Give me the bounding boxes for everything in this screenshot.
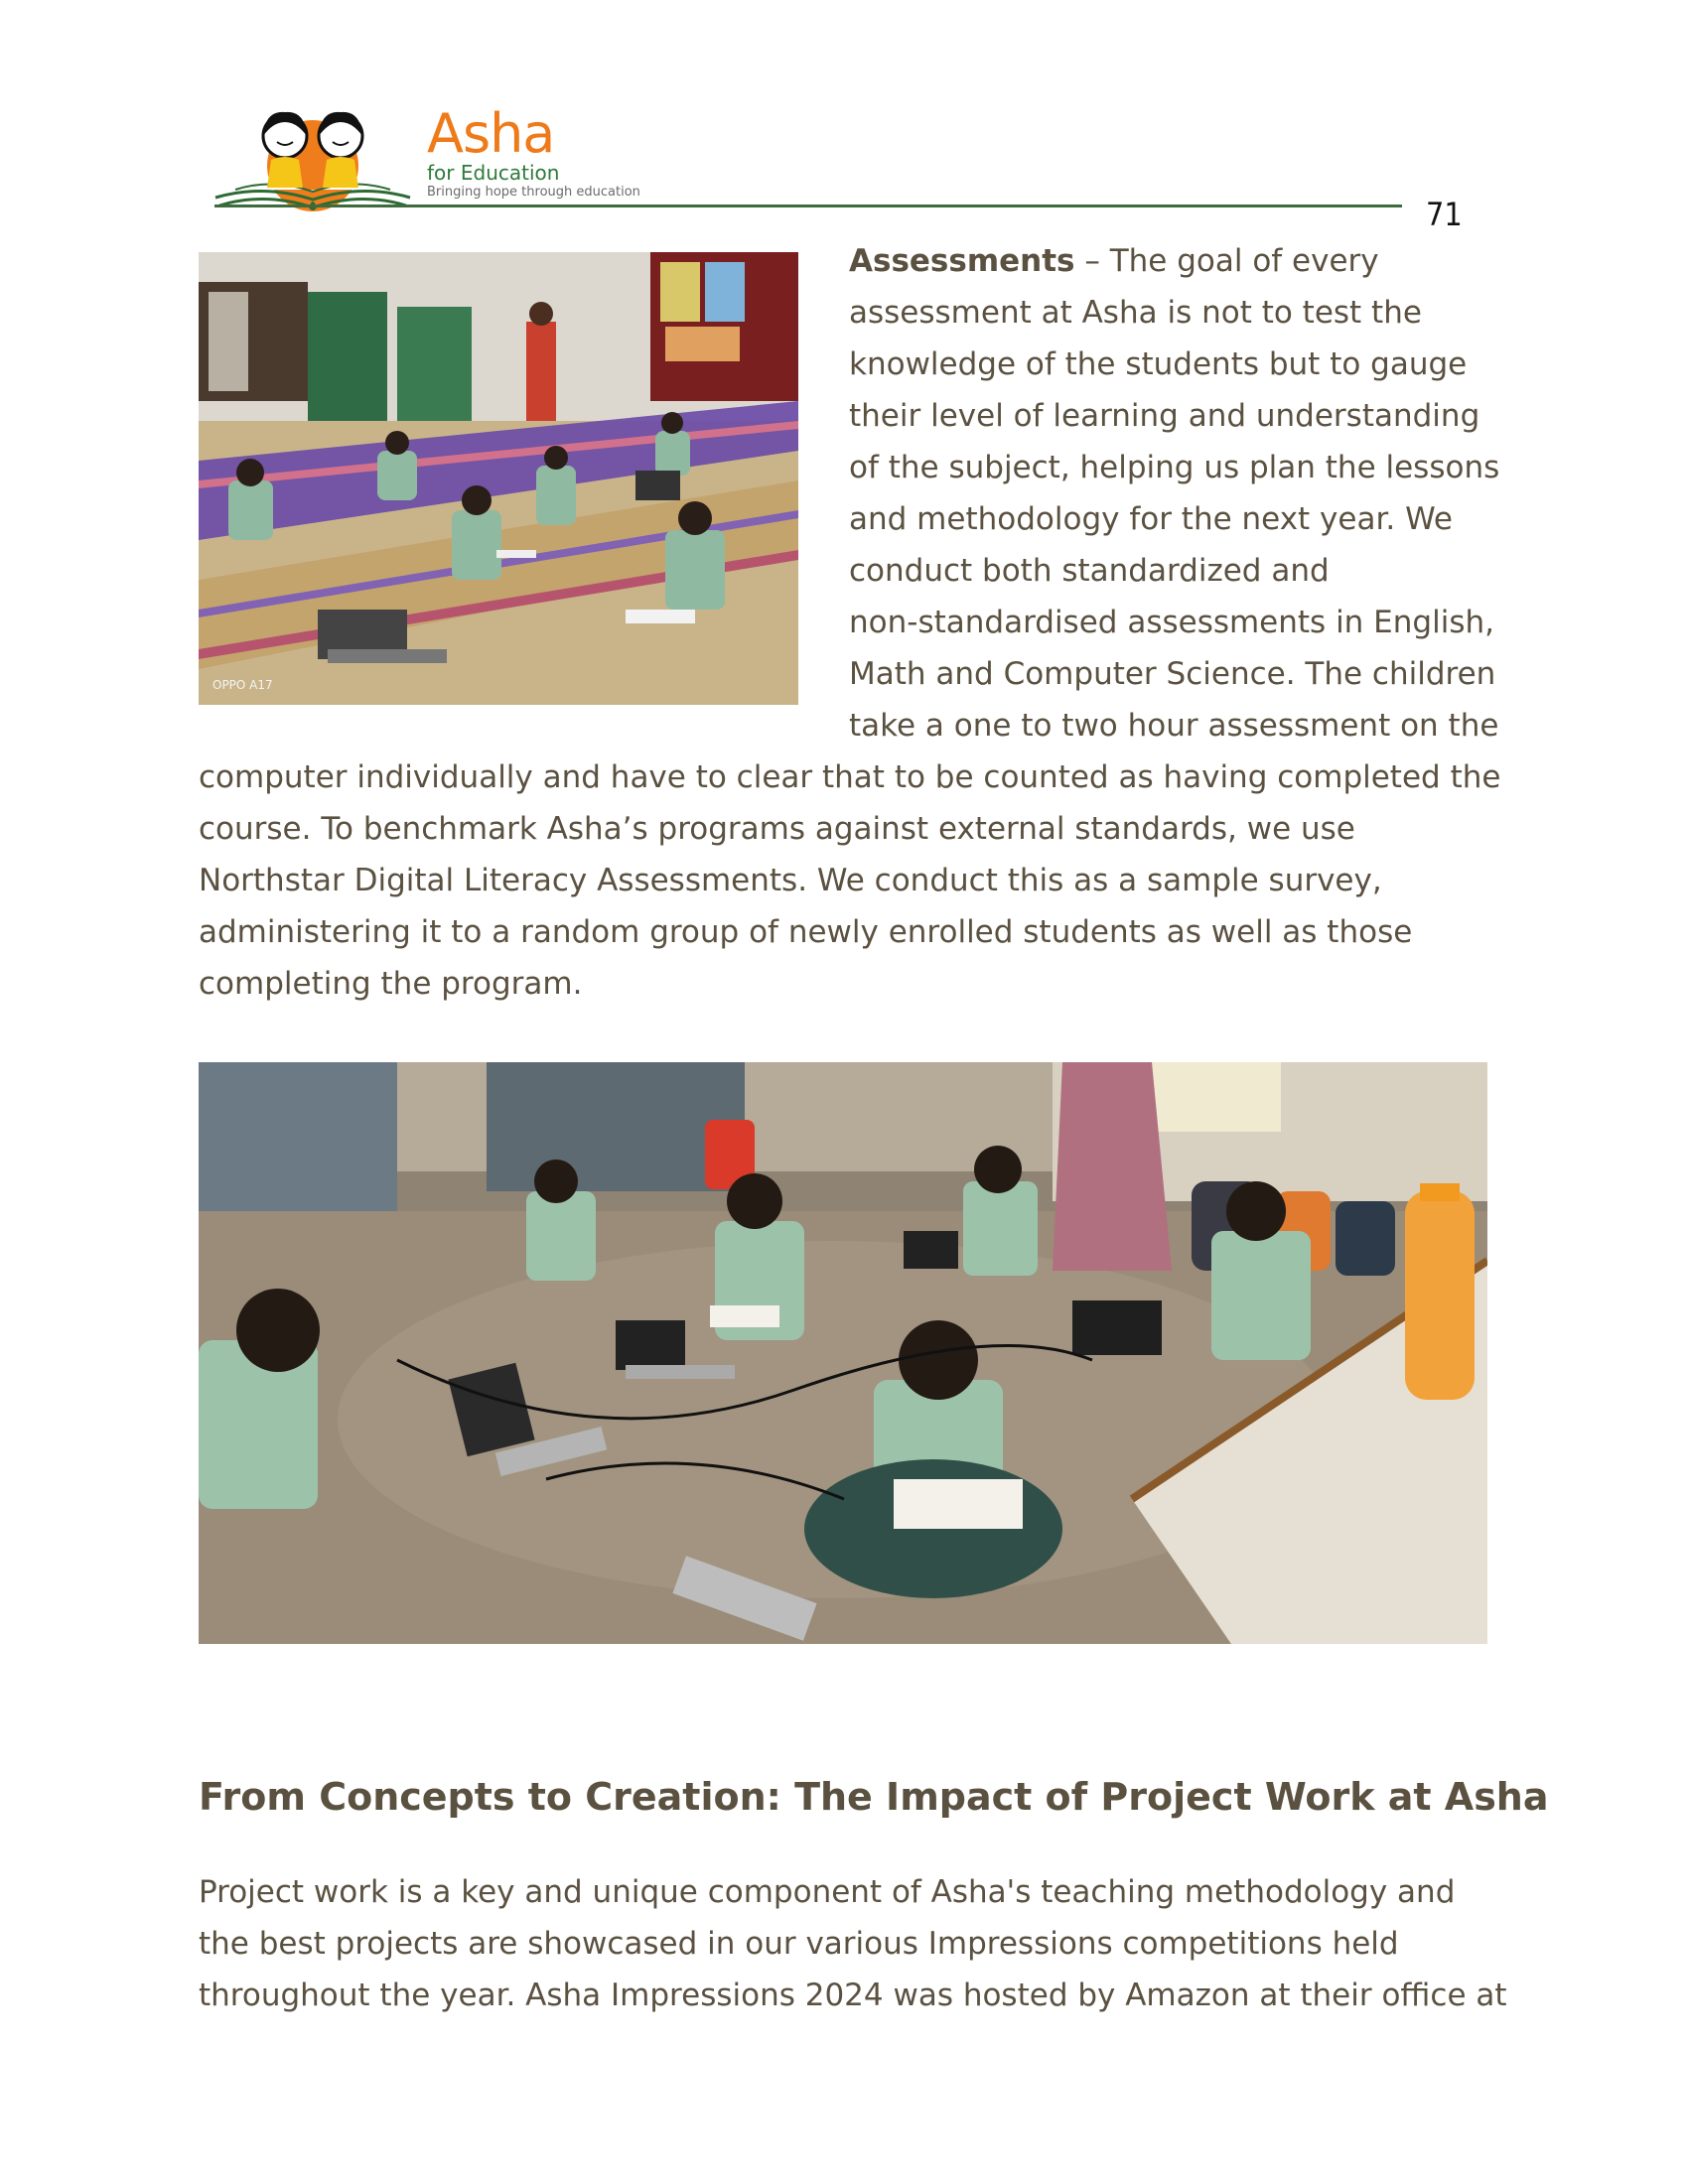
assessments-line: assessment at Asha is not to test the xyxy=(849,295,1422,331)
assessments-line: knowledge of the students but to gauge xyxy=(849,346,1468,382)
section-heading: From Concepts to Creation: The Impact of Project Work at Asha xyxy=(199,1775,1549,1819)
brand-tagline: Bringing hope through education xyxy=(427,185,640,200)
assessments-paragraph-right xyxy=(849,235,1499,751)
project-work-line: throughout the year. Asha Impressions 2024 was hosted by Amazon at their office at xyxy=(199,1978,1507,2013)
project-work-paragraph xyxy=(199,1866,1507,2021)
logo-emblem-icon xyxy=(213,96,412,215)
assessments-line: completing the program. xyxy=(199,966,583,1002)
assessments-line: take a one to two hour assessment on the xyxy=(849,708,1499,744)
assessments-line: their level of learning and understanding xyxy=(849,398,1480,434)
project-work-line: Project work is a key and unique component of Asha's teaching methodology and xyxy=(199,1874,1456,1910)
assessments-lead: Assessments xyxy=(849,243,1075,279)
assessments-line: Math and Computer Science. The children xyxy=(849,656,1496,692)
brand-subtitle: for Education xyxy=(427,161,560,185)
photo-watermark: OPPO A17 xyxy=(212,678,273,692)
assessments-line: course. To benchmark Asha’s programs against external standards, we use xyxy=(199,811,1355,847)
assessments-line: conduct both standardized and xyxy=(849,553,1330,589)
assessments-line-1: Assessments – The goal of every xyxy=(849,243,1379,279)
students-laptops-photo xyxy=(199,1062,1487,1644)
assessments-line: of the subject, helping us plan the lessons xyxy=(849,450,1500,485)
assessments-line: Northstar Digital Literacy Assessments. We conduct this as a sample survey, xyxy=(199,863,1382,898)
assessments-paragraph-full xyxy=(199,751,1500,1010)
brand-name: Asha xyxy=(427,102,555,165)
assessments-line: non-standardised assessments in English, xyxy=(849,605,1494,640)
classroom-assessment-photo xyxy=(199,252,798,705)
assessments-line: administering it to a random group of newly enrolled students as well as those xyxy=(199,914,1413,950)
project-work-line: the best projects are showcased in our various Impressions competitions held xyxy=(199,1926,1399,1962)
page-number: 71 xyxy=(1426,196,1463,233)
assessments-line: computer individually and have to clear that to be counted as having completed the xyxy=(199,759,1501,795)
header-divider xyxy=(214,205,1402,207)
assessments-line: and methodology for the next year. We xyxy=(849,501,1453,537)
